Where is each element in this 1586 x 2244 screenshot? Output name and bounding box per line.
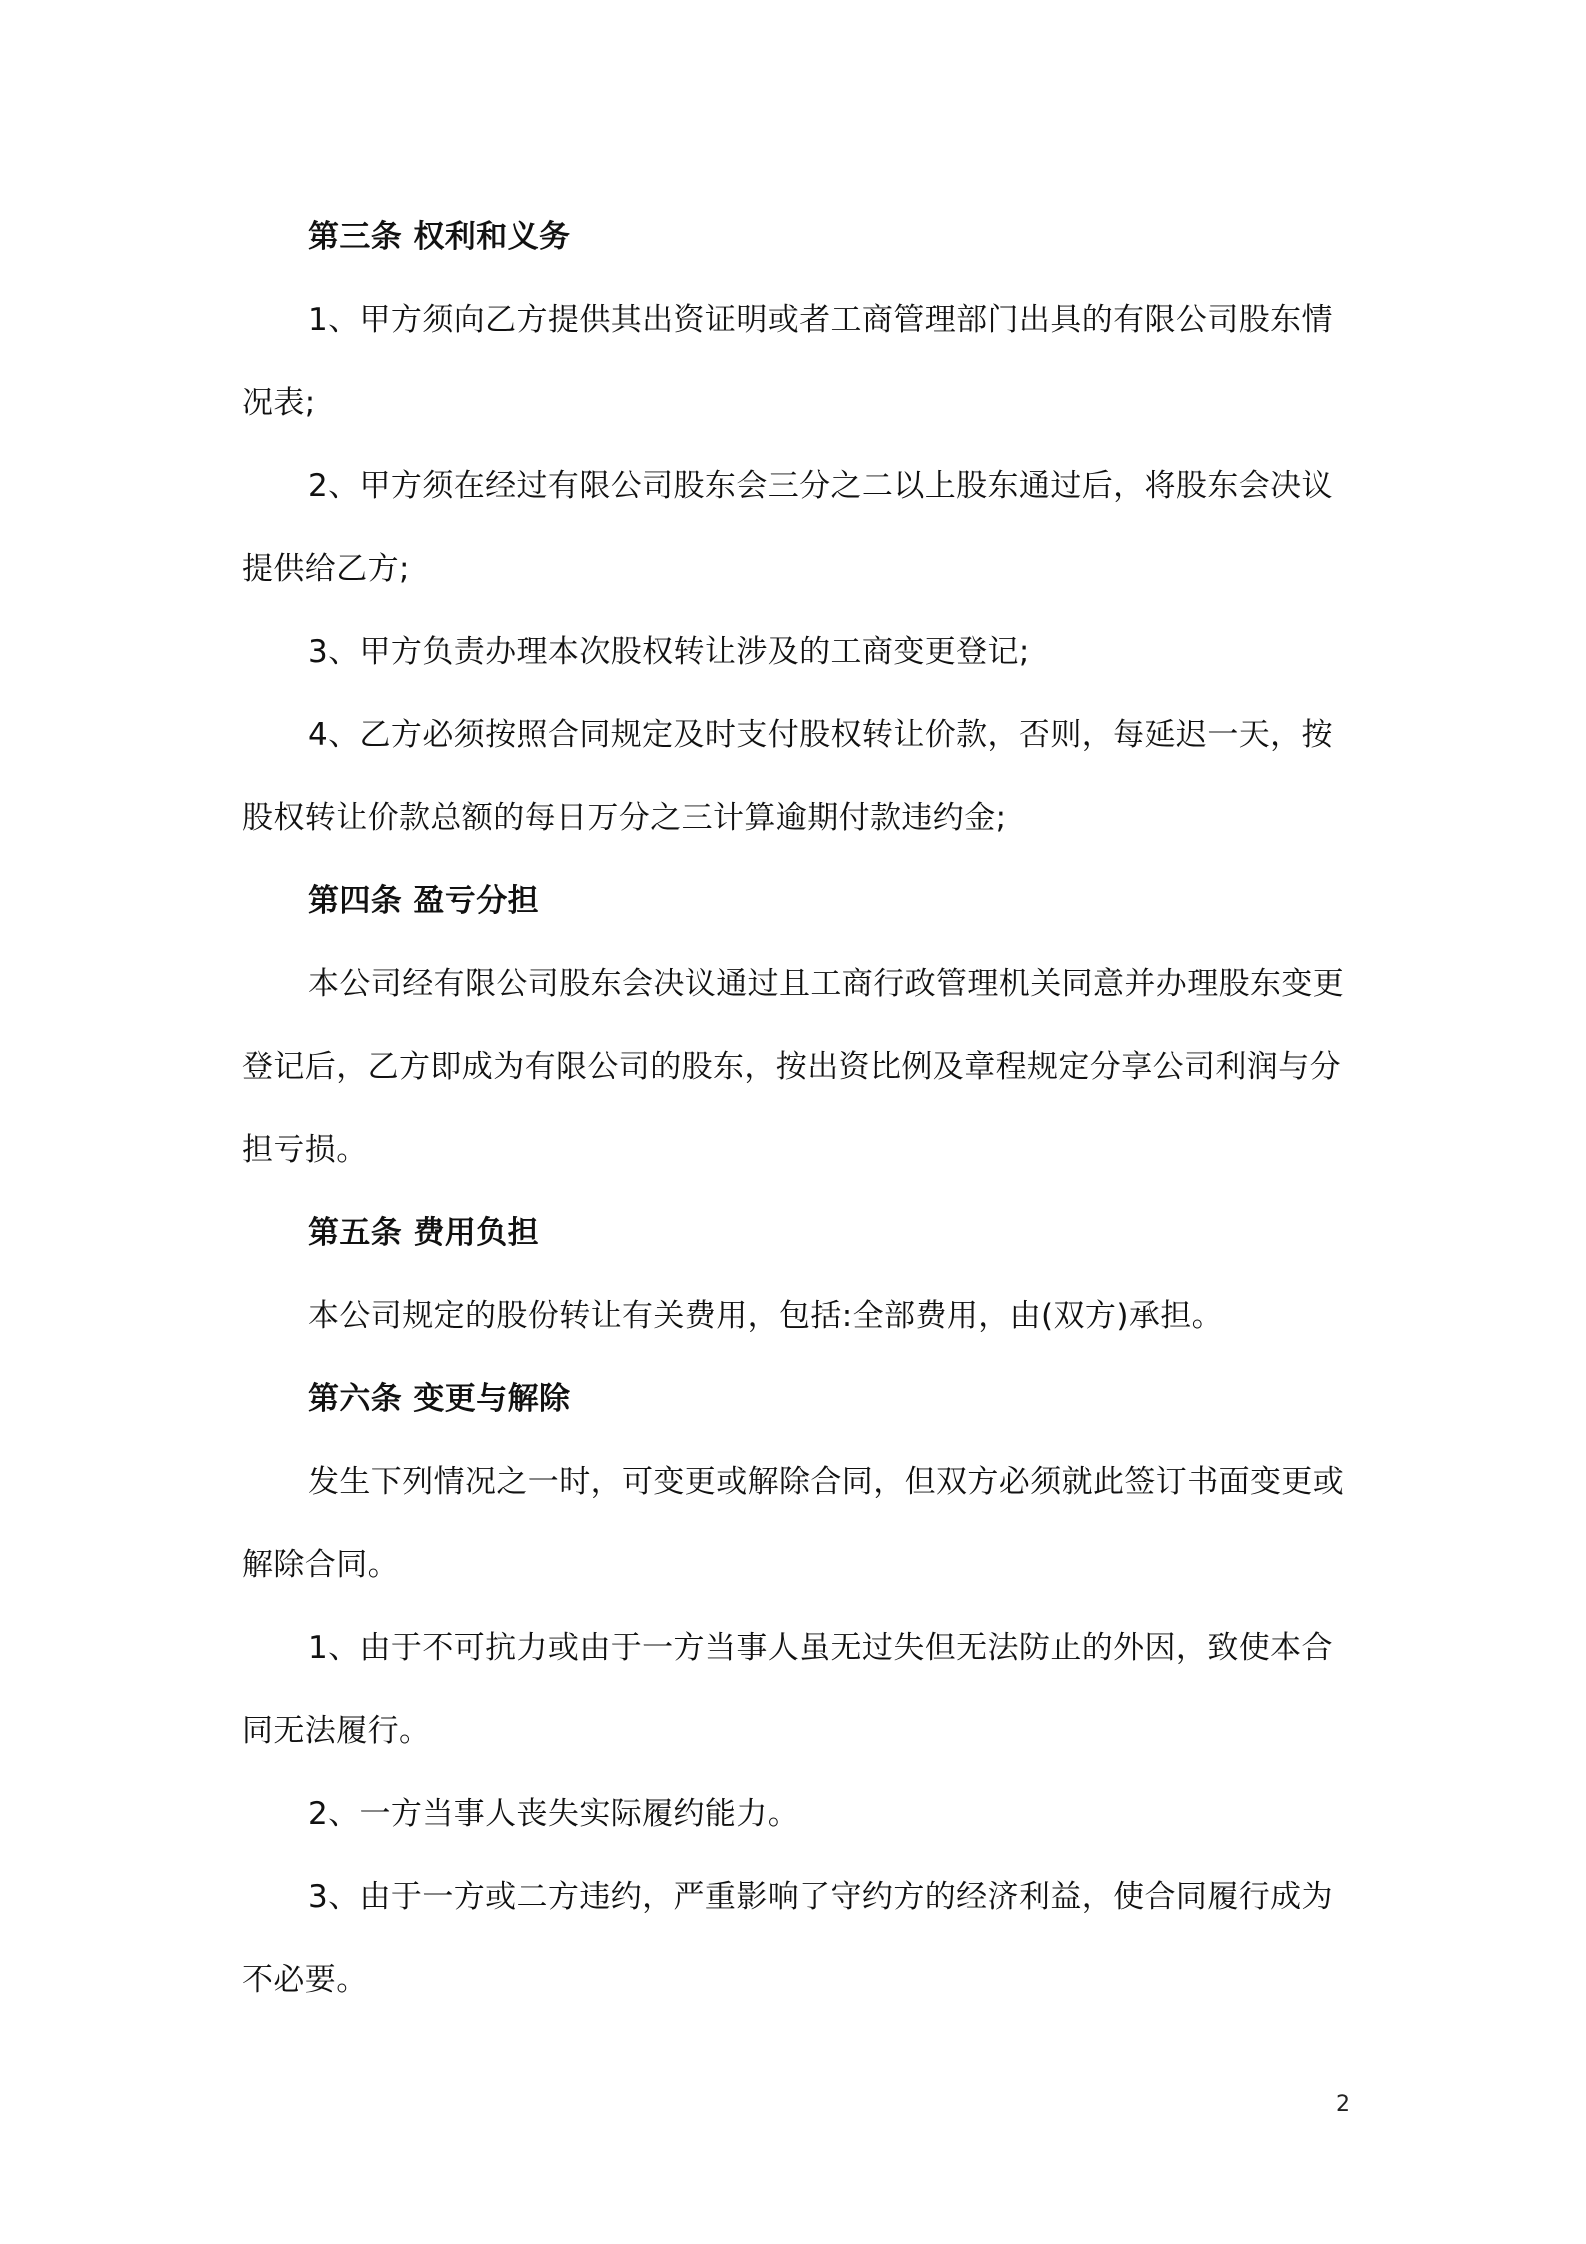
article-6-intro: 发生下列情况之一时，可变更或解除合同，但双方必须就此签订书面变更或解除合同。 (242, 1464, 1345, 1583)
article-6-clause-1: 1、由于不可抗力或由于一方当事人虽无过失但无法防止的外因，致使本合同无法履行。 (242, 1630, 1333, 1749)
article-5-body: 本公司规定的股份转让有关费用，包括:全部费用，由(双方)承担。 (308, 1298, 1224, 1334)
article-6-heading: 第六条 变更与解除 (308, 1381, 571, 1417)
article-3-clause-3: 3、甲方负责办理本次股权转让涉及的工商变更登记; (308, 634, 1030, 670)
article-4-heading: 第四条 盈亏分担 (308, 883, 539, 919)
article-5-heading: 第五条 费用负担 (308, 1215, 539, 1251)
document-body (242, 196, 1360, 2022)
article-6-clause-3: 3、由于一方或二方违约，严重影响了守约方的经济利益，使合同履行成为不必要。 (242, 1879, 1333, 1998)
article-4-body: 本公司经有限公司股东会决议通过且工商行政管理机关同意并办理股东变更登记后，乙方即成为有限公司的股东，按出资比例及章程规定分享公司利润与分担亏损。 (242, 966, 1345, 1168)
article-3-clause-4: 4、乙方必须按照合同规定及时支付股权转让价款，否则，每延迟一天，按股权转让价款总额的每日万分之三计算逾期付款违约金; (242, 717, 1333, 836)
article-3-clause-1: 1、甲方须向乙方提供其出资证明或者工商管理部门出具的有限公司股东情况表; (242, 302, 1333, 421)
article-3-heading: 第三条 权利和义务 (308, 219, 571, 255)
article-3-clause-2: 2、甲方须在经过有限公司股东会三分之二以上股东通过后，将股东会决议提供给乙方; (242, 468, 1333, 587)
page-number: 2 (1336, 2092, 1350, 2117)
article-6-clause-2: 2、一方当事人丧失实际履约能力。 (308, 1796, 800, 1832)
